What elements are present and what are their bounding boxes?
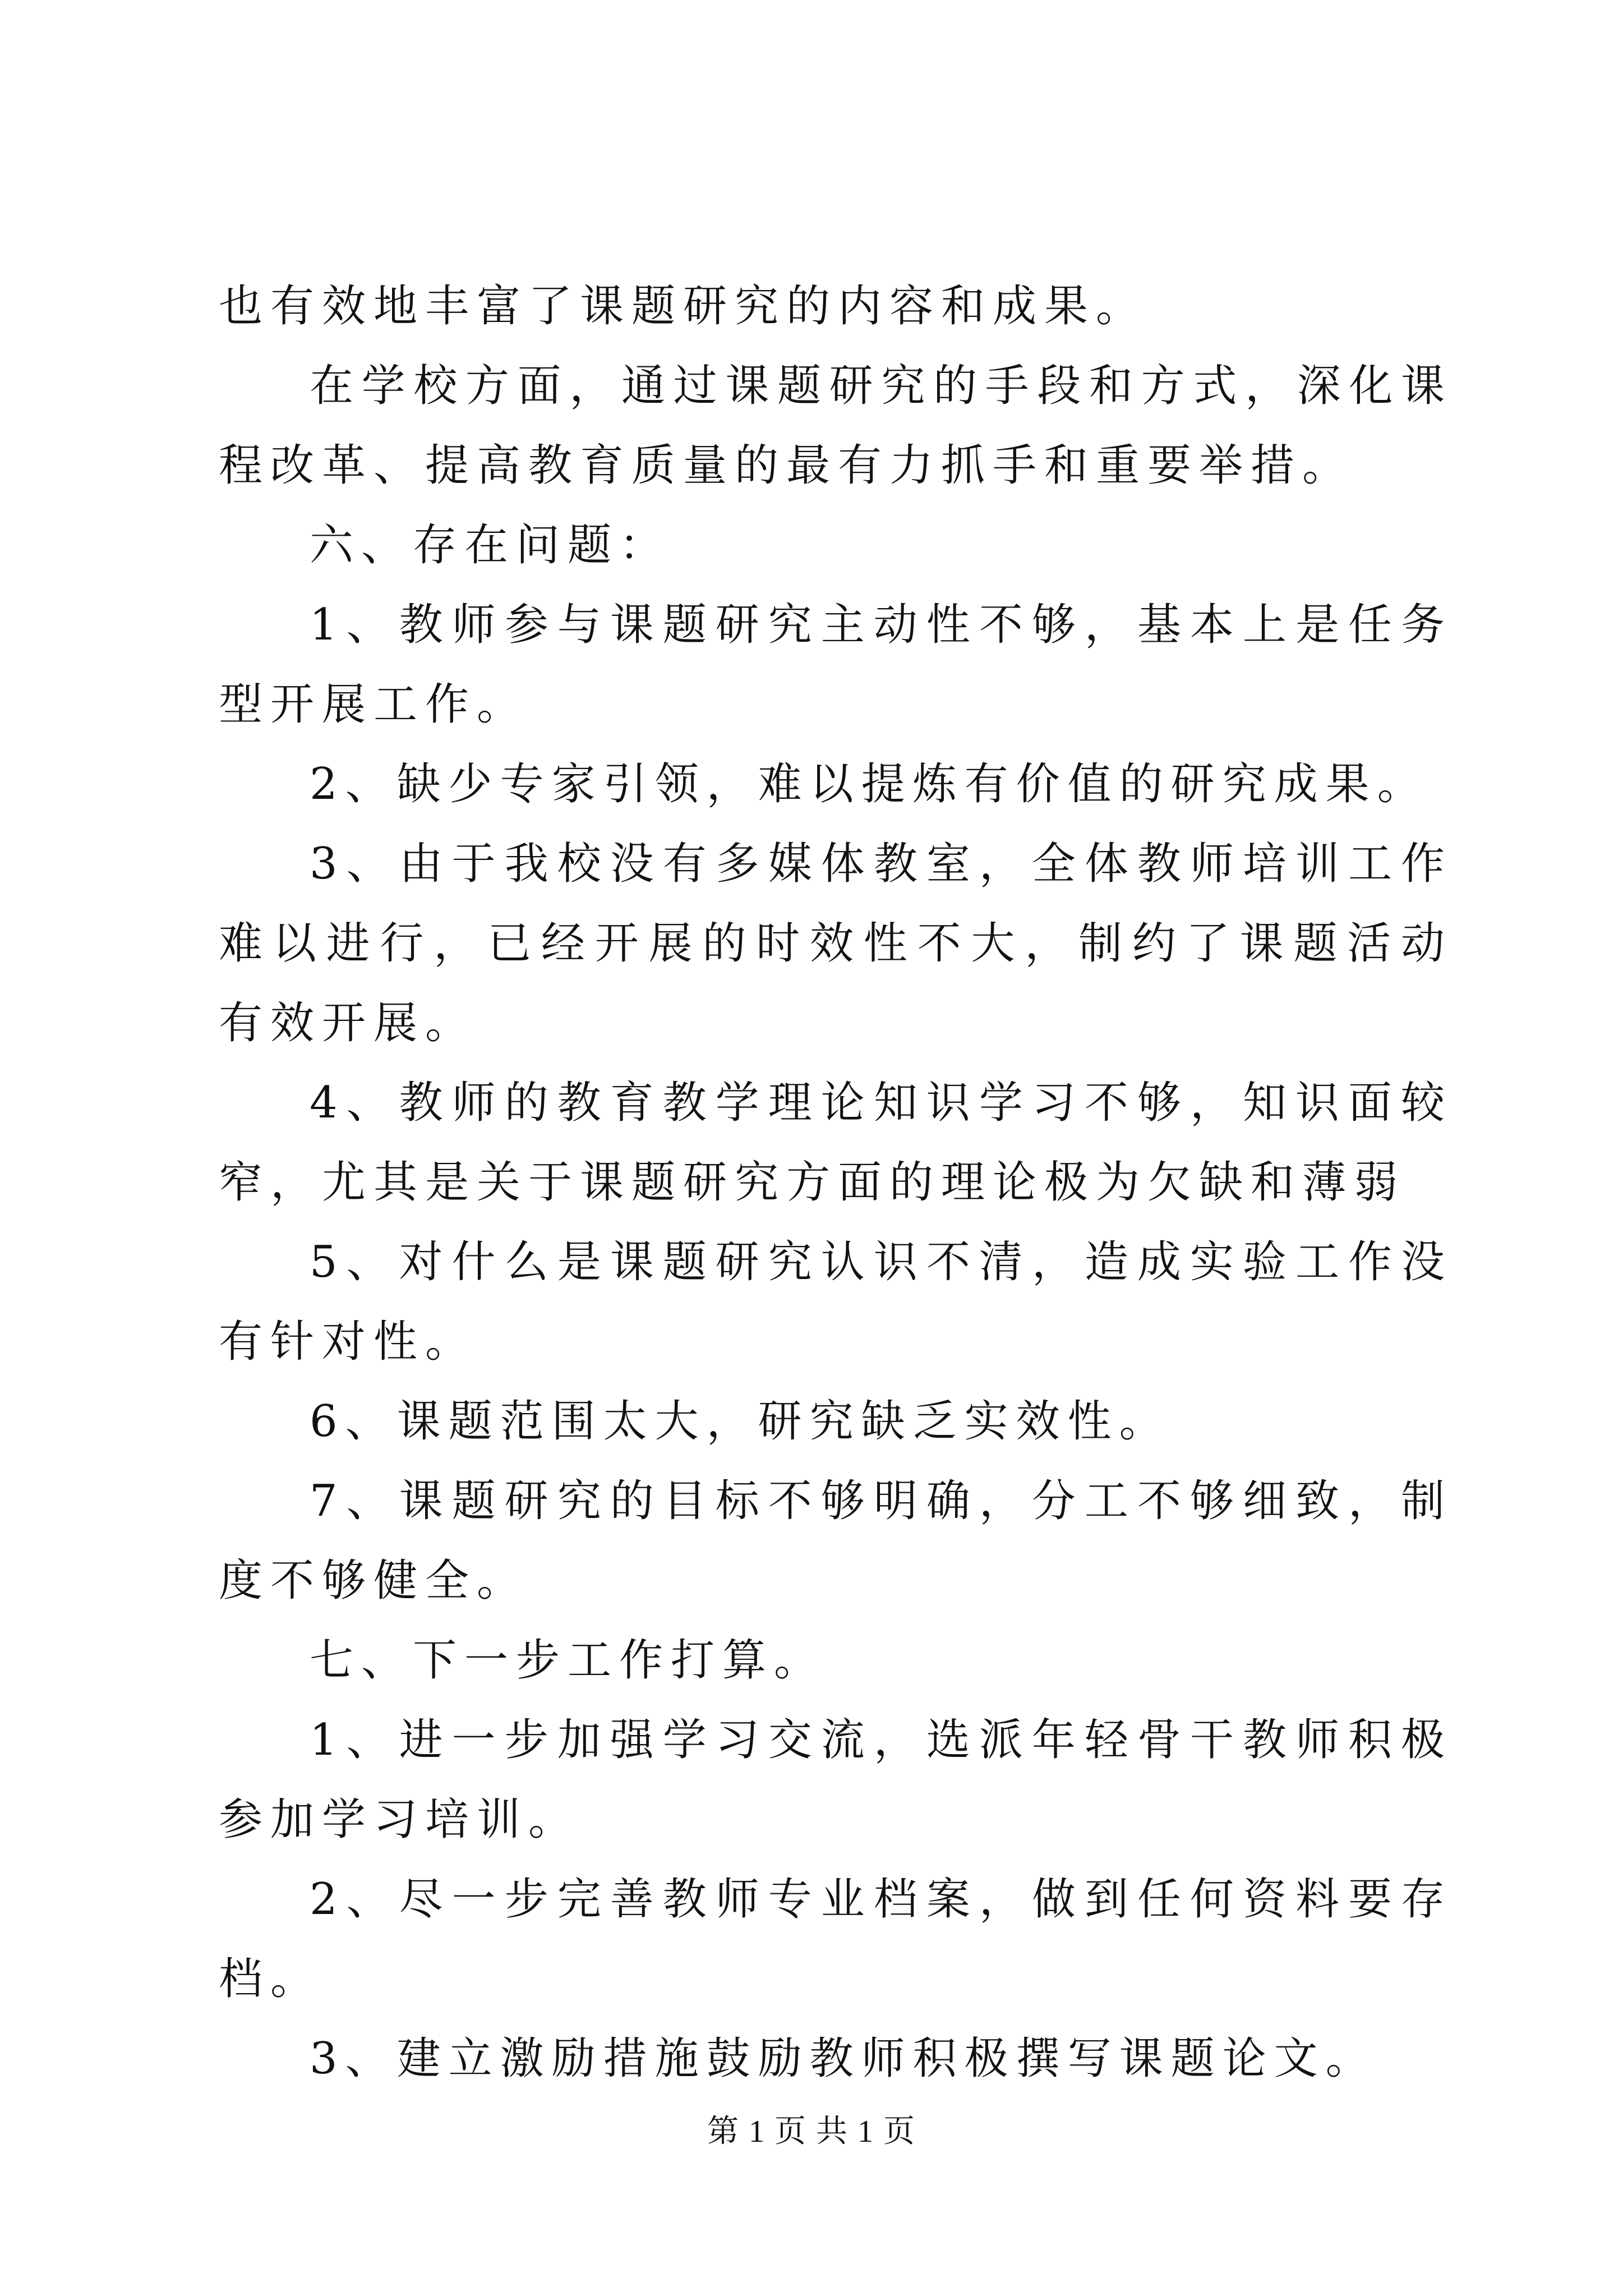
list-item: 3、建立激励措施鼓励教师积极撰写课题论文。 [310, 2033, 1377, 2084]
list-item: 2、缺少专家引领，难以提炼有价值的研究成果。 [310, 759, 1429, 809]
list-item: 5、对什么是课题研究认识不清，造成实验工作没有针对性。 [219, 1237, 1453, 1367]
list-item: 7、课题研究的目标不够明确，分工不够细致，制度不够健全。 [219, 1476, 1453, 1606]
section-heading: 七、下一步工作打算。 [310, 1635, 826, 1686]
list-item: 2、尽一步完善教师专业档案，做到任何资料要存档。 [219, 1874, 1453, 2004]
page-footer: 第 1 页 共 1 页 [707, 2114, 916, 2149]
section-heading: 六、存在问题： [310, 520, 671, 570]
list-item: 1、教师参与课题研究主动性不够，基本上是任务型开展工作。 [219, 600, 1453, 730]
document-body [219, 266, 1453, 2099]
paragraph: 在学校方面，通过课题研究的手段和方式，深化课程改革、提高教育质量的最有力抓手和重要举措。 [219, 361, 1453, 491]
list-item: 1、进一步加强学习交流，选派年轻骨干教师积极参加学习培训。 [219, 1715, 1453, 1845]
list-item: 4、教师的教育教学理论知识学习不够，知识面较窄，尤其是关于课题研究方面的理论极为欠缺和薄弱 [219, 1078, 1453, 1208]
list-item: 6、课题范围太大，研究缺乏实效性。 [310, 1396, 1171, 1447]
list-item: 3、由于我校没有多媒体教室，全体教师培训工作难以进行，已经开展的时效性不大，制约了课题活动有效开展。 [219, 839, 1453, 1048]
paragraph: 也有效地丰富了课题研究的内容和成果。 [219, 281, 1148, 332]
